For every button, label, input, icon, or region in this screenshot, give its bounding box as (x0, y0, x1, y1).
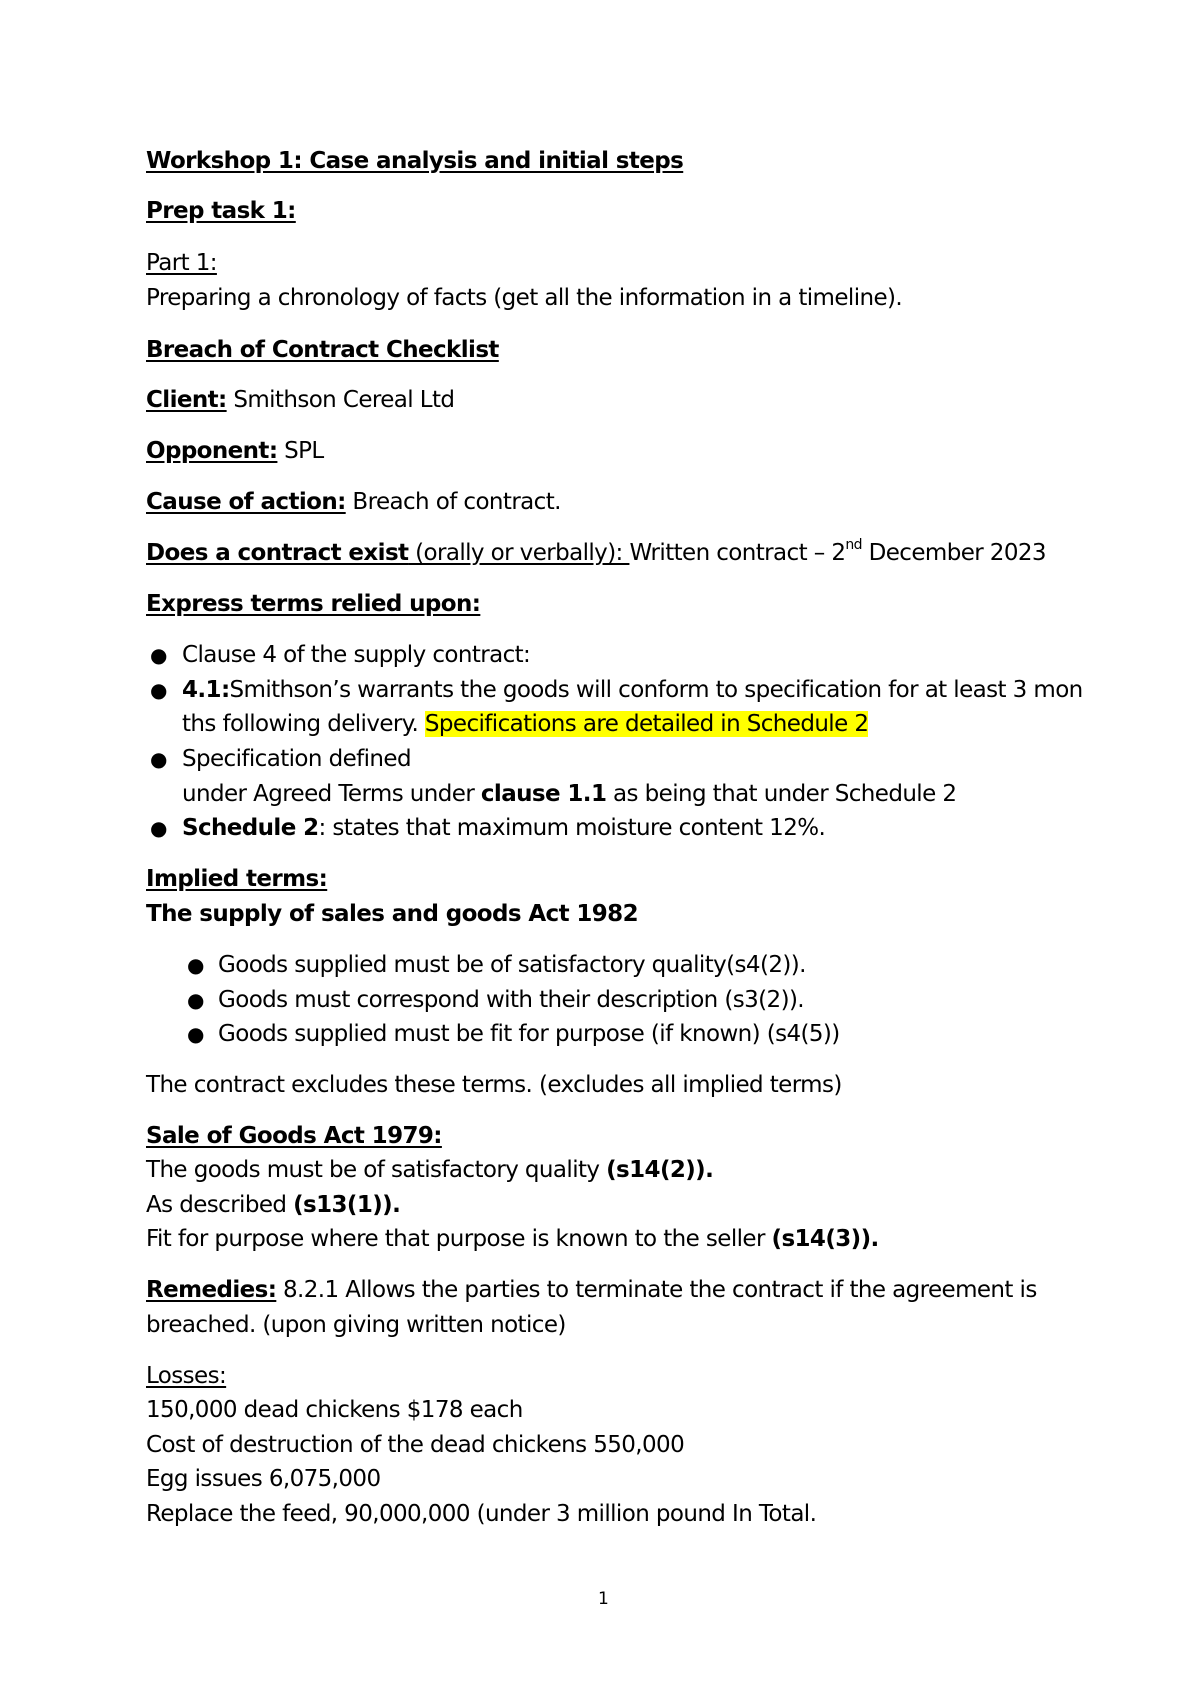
sga-line-3-text: Fit for purpose where that purpose is known to the seller (146, 1226, 772, 1252)
bullet-icon: ● (150, 643, 168, 667)
opponent-label: Opponent: (146, 438, 278, 464)
contract-value-post: December 2023 (861, 540, 1046, 566)
sga-line-1-ref: (s14(2)). (606, 1157, 714, 1183)
implied-act: The supply of sales and goods Act 1982 (146, 901, 638, 927)
sga-line-2-text: As described (146, 1192, 294, 1218)
express-item-3-line2 (182, 779, 956, 809)
contract-value-pre: Written contract – 2 (629, 540, 846, 566)
sga-line-1 (146, 1155, 713, 1185)
losses-item: 150,000 dead chickens $178 each (146, 1397, 523, 1423)
express-item-4-bold: Schedule 2 (182, 815, 319, 841)
bullet-icon: ● (150, 816, 168, 840)
express-item-4-text: : states that maximum moisture content 12%. (318, 815, 826, 841)
losses-item: Replace the feed, 90,000,000 (under 3 million pound In Total. (146, 1501, 817, 1527)
contract-line (146, 538, 1046, 568)
client-label: Client: (146, 387, 227, 413)
express-item-2-bold: 4.1: (182, 677, 230, 703)
page-number: 1 (598, 1589, 609, 1609)
express-item-3-bold: clause 1.1 (480, 781, 607, 807)
losses-heading: Losses: (146, 1363, 227, 1389)
bullet-icon: ● (150, 747, 168, 771)
opponent-line (146, 436, 324, 466)
express-item-1: Clause 4 of the supply contract: (182, 642, 531, 668)
remedies-line-2: breached. (upon giving written notice) (146, 1312, 566, 1338)
express-item-3-pre: under Agreed Terms under (182, 781, 481, 807)
implied-item: Goods must correspond with their description (s3(2)). (218, 987, 805, 1013)
sga-line-3 (146, 1224, 879, 1254)
prep-task-heading: Prep task 1: (146, 198, 296, 224)
contract-paren: (orally or verbally): (408, 540, 630, 566)
losses-item: Cost of destruction of the dead chickens 550,000 (146, 1432, 685, 1458)
client-line (146, 385, 454, 415)
sga-line-3-ref: (s14(3)). (771, 1226, 879, 1252)
document-title: Workshop 1: Case analysis and initial steps (146, 148, 684, 174)
express-item-2-text: Smithson’s warrants the goods will conform to specification for at least 3 mon (229, 677, 1083, 703)
client-value: Smithson Cereal Ltd (226, 387, 455, 413)
opponent-value: SPL (277, 438, 324, 464)
cause-line (146, 487, 561, 517)
implied-item: Goods supplied must be of satisfactory quality(s4(2)). (218, 952, 806, 978)
bullet-icon: ● (187, 953, 205, 977)
chronology-text: Preparing a chronology of facts (get all the information in a timeline). (146, 285, 903, 311)
cause-value: Breach of contract. (345, 489, 561, 515)
contract-label: Does a contract exist (146, 540, 409, 566)
sga-line-2-ref: (s13(1)). (293, 1192, 401, 1218)
express-item-2-cont (182, 709, 868, 739)
cause-label: Cause of action: (146, 489, 346, 515)
sga-line-1-text: The goods must be of satisfactory quality (146, 1157, 607, 1183)
part-heading: Part 1: (146, 250, 217, 276)
remedies-label: Remedies: (146, 1277, 277, 1303)
contract-sup: nd (845, 537, 862, 554)
express-item-3-post: as being that under Schedule 2 (606, 781, 957, 807)
sga-heading: Sale of Goods Act 1979: (146, 1123, 442, 1149)
express-item-3-line1: Specification defined (182, 746, 411, 772)
remedies-text: 8.2.1 Allows the parties to terminate the contract if the agreement is (276, 1277, 1037, 1303)
express-item-2-highlight: Specifications are detailed in Schedule 2 (424, 711, 869, 737)
checklist-heading: Breach of Contract Checklist (146, 337, 499, 363)
excludes-text: The contract excludes these terms. (excludes all implied terms) (146, 1072, 842, 1098)
implied-heading: Implied terms: (146, 866, 328, 892)
bullet-icon: ● (187, 988, 205, 1012)
express-item-2 (182, 675, 1083, 705)
losses-item: Egg issues 6,075,000 (146, 1466, 381, 1492)
remedies-line-1 (146, 1275, 1037, 1305)
bullet-icon: ● (150, 678, 168, 702)
express-item-4 (182, 813, 825, 843)
express-heading: Express terms relied upon: (146, 591, 481, 617)
sga-line-2 (146, 1190, 400, 1220)
express-item-2-cont-text: ths following delivery. (182, 711, 425, 737)
bullet-icon: ● (187, 1022, 205, 1046)
implied-item: Goods supplied must be fit for purpose (if known) (s4(5)) (218, 1021, 840, 1047)
